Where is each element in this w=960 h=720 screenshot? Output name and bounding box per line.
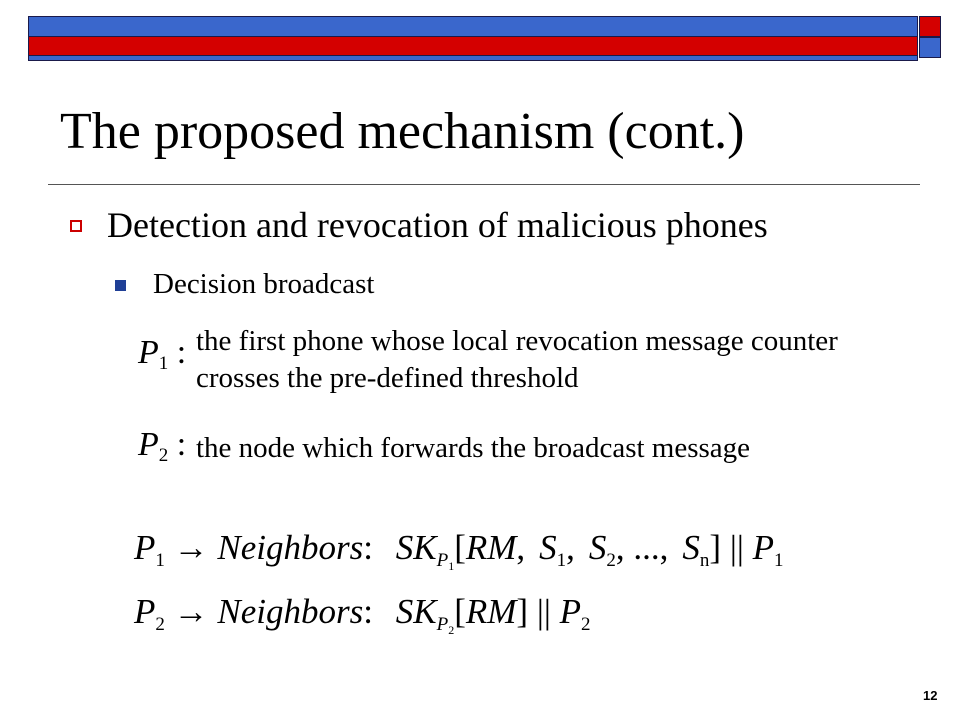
header-square-red [919, 16, 941, 37]
formula-p1-broadcast: $P_1$ → Neighbors: $SK_{P_1}[RM$, $S_1$, $S_2$, ..., $S_n$] || $P_1$ [134, 528, 784, 573]
header-band-blue-top [28, 16, 918, 37]
title-divider [48, 184, 920, 185]
header-band-red [28, 37, 918, 55]
hollow-square-bullet-icon [70, 220, 82, 232]
definition-symbol-p2: $P_2$ : [138, 426, 187, 466]
formula-p2-broadcast: $P_2$ → Neighbors: $SK_{P_2}[RM]$ || $P_2$ [134, 592, 591, 637]
page-number: 12 [923, 688, 938, 703]
header-band-blue-bottom [28, 55, 918, 61]
definition-symbol-p1: $P_1$ : [138, 334, 187, 374]
bullet-level1-text: Detection and revocation of malicious phones [107, 205, 768, 245]
definition-text-p2: the node which forwards the broadcast message [196, 432, 751, 464]
slide-title: The proposed mechanism (cont.) [60, 103, 745, 160]
definition-text-p1: the first phone whose local revocation message counter crosses the pre-defined threshold [196, 325, 838, 394]
header-square-blue [919, 37, 941, 58]
bullet-level2-text: Decision broadcast [153, 268, 375, 300]
filled-square-bullet-icon [115, 280, 126, 291]
